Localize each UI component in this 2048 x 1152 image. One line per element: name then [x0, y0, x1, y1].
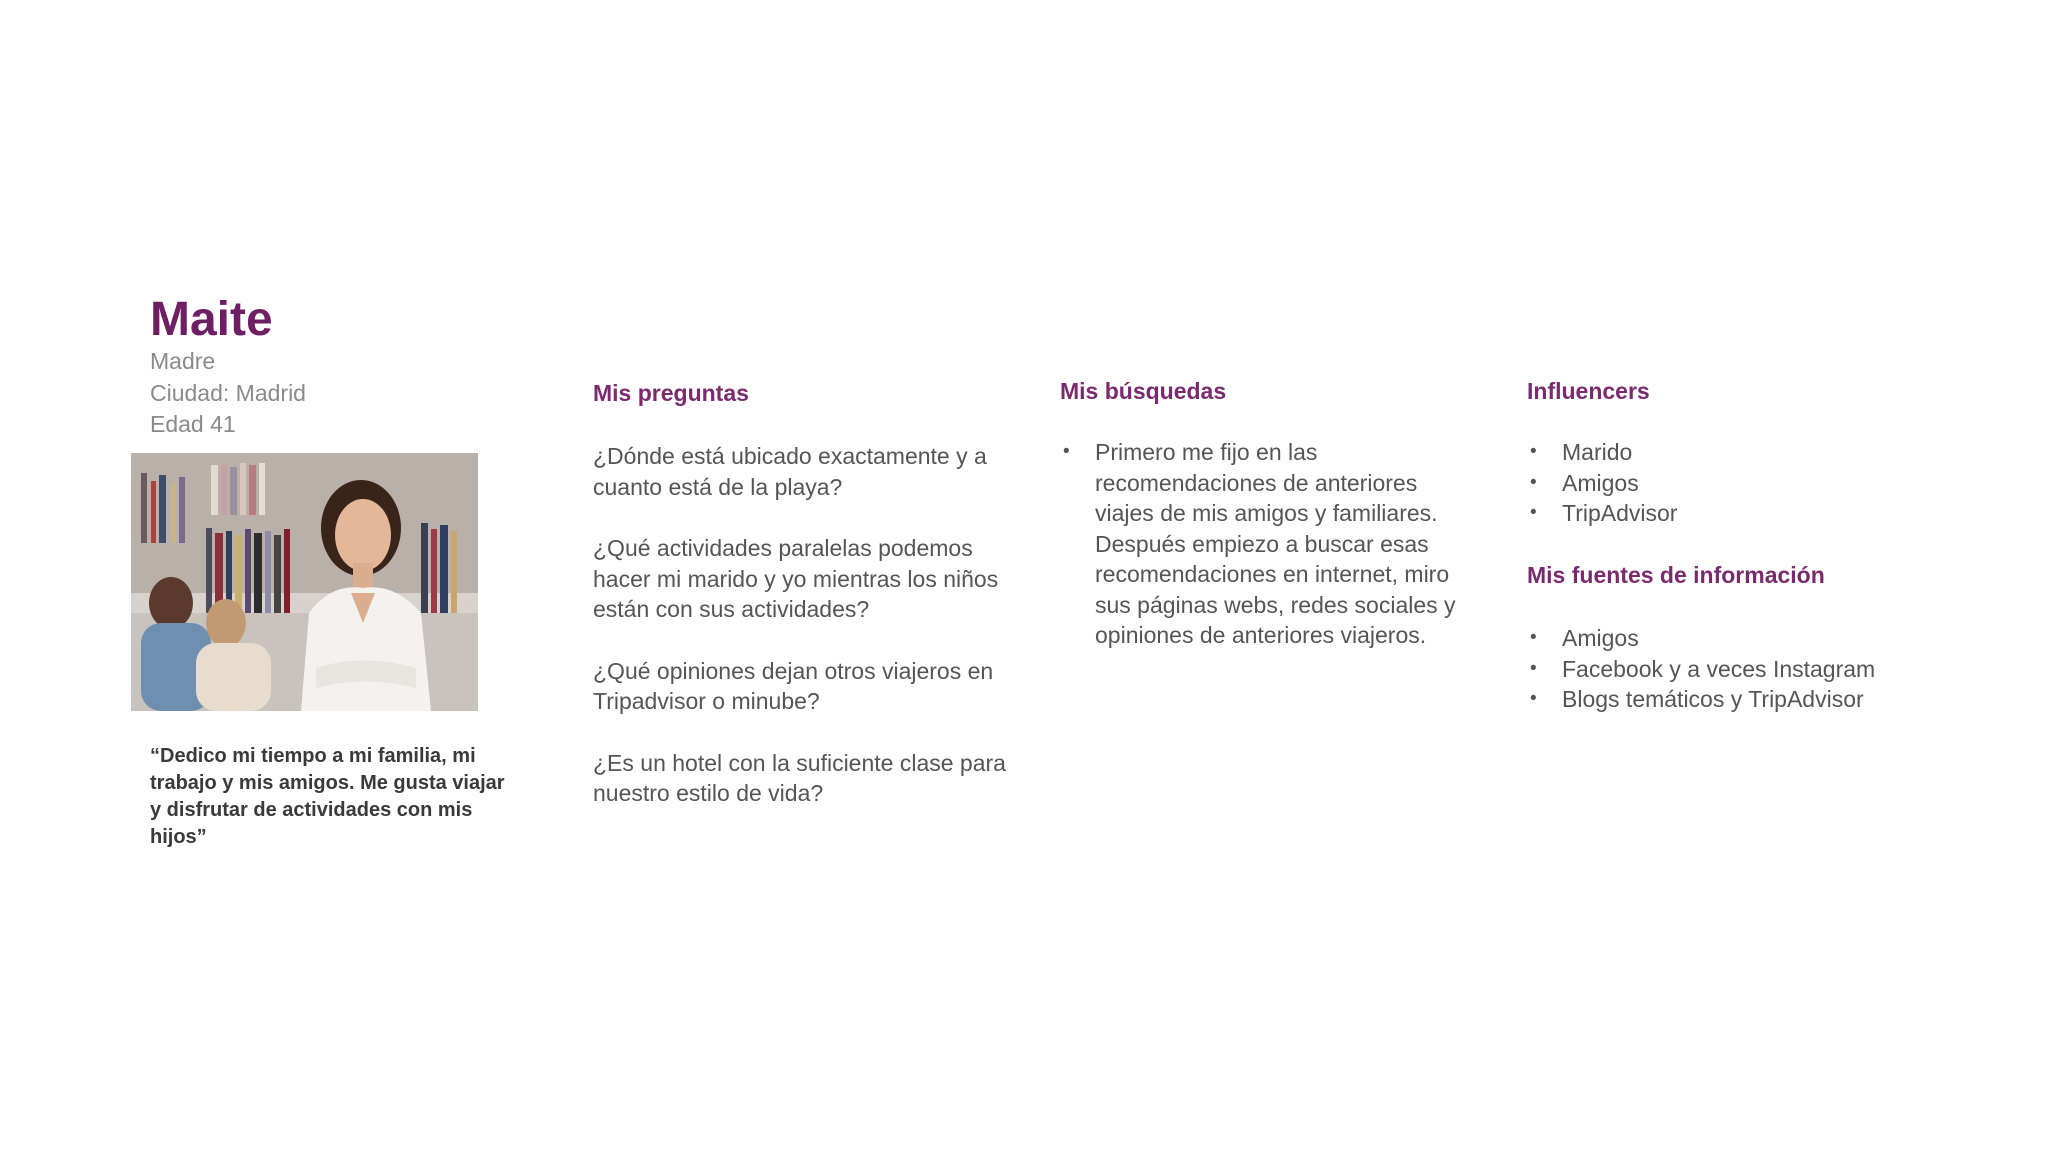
fuente-item: • Facebook y a veces Instagram [1527, 654, 1875, 685]
persona-photo [131, 453, 478, 711]
persona-photo-illustration [131, 453, 478, 711]
preguntas-title: Mis preguntas [593, 380, 749, 406]
fuente-item: • Blogs temáticos y TripAdvisor [1527, 684, 1875, 715]
pregunta-item: ¿Es un hotel con la suficiente clase para nuestro estilo de vida? [593, 749, 1006, 806]
persona-name: Maite [150, 293, 273, 346]
influencer-item: • Amigos [1527, 468, 1677, 499]
pregunta-item: ¿Dónde está ubicado exactamente y a cuanto está de la playa? [593, 443, 987, 500]
persona-details [150, 346, 306, 441]
pregunta-item: ¿Qué actividades paralelas podemos hacer mi marido y yo mientras los niños están con sus actividades? [593, 535, 999, 622]
influencers-list [1527, 437, 1677, 529]
persona-age: Edad 41 [150, 411, 236, 437]
persona-quote: “Dedico mi tiempo a mi familia, mi trabajo y mis amigos. Me gusta viajar y disfrutar de actividades con mis hijos” [150, 745, 505, 848]
persona-city: Ciudad: Madrid [150, 379, 306, 406]
influencer-item: • Marido [1527, 437, 1677, 468]
influencers-title: Influencers [1527, 378, 1650, 404]
influencer-item: • TripAdvisor [1527, 498, 1677, 529]
preguntas-list [593, 441, 1013, 840]
persona-role: Madre [150, 348, 216, 374]
pregunta-item: ¿Qué opiniones dejan otros viajeros en Tripadvisor o minube? [593, 657, 994, 714]
fuente-item: • Amigos [1527, 623, 1875, 654]
fuentes-list [1527, 623, 1875, 715]
fuentes-title: Mis fuentes de información [1527, 562, 1825, 588]
busquedas-title: Mis búsquedas [1060, 378, 1227, 404]
busquedas-list [1060, 437, 1480, 651]
busqueda-item: • Primero me fijo en las recomendaciones de anteriores viajes de mis amigos y familiares. Después empiezo a buscar esas recomendaciones en internet, miro sus páginas webs, redes sociales y opiniones de anteriores viajeros. [1060, 437, 1480, 651]
